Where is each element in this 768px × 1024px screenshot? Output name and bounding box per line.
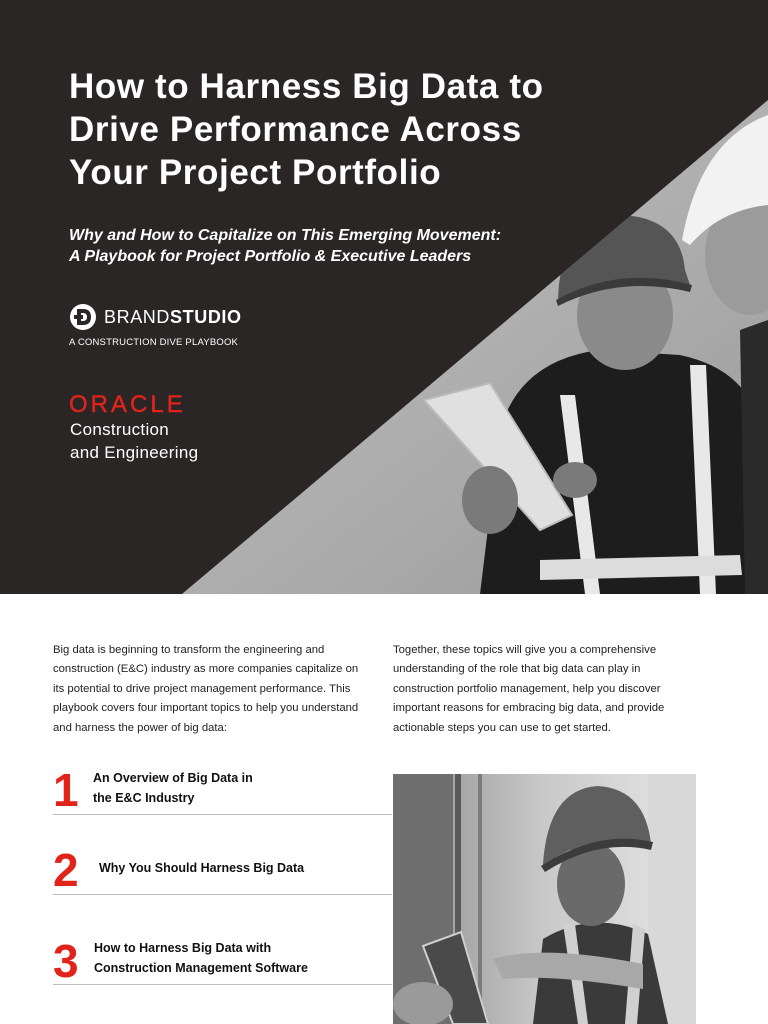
worker-photo (393, 774, 696, 1024)
worker-photo-illustration (393, 774, 696, 1024)
playbook-tag: A CONSTRUCTION DIVE PLAYBOOK (69, 337, 239, 348)
cover-title (69, 65, 669, 194)
brandstudio-wordmark: BRANDSTUDIO (104, 306, 242, 327)
topic-number: 3 (53, 935, 79, 987)
title-line: Your Project Portfolio (69, 153, 442, 192)
intro-line: construction (E&C) industry as more companies capitalize on (53, 663, 359, 676)
intro-line: and harness the power of big data: (53, 721, 227, 734)
oracle-logo: ORACLE (69, 391, 186, 418)
intro-line: construction portfolio management, help you discover (393, 682, 661, 695)
intro-line: Big data is beginning to transform the engineering and (53, 644, 325, 656)
oracle-division-line: Construction (70, 420, 170, 439)
topic-title-line: How to Harness Big Data with (94, 941, 272, 955)
topic-number: 2 (53, 844, 79, 896)
topic-number: 1 (53, 764, 79, 816)
intro-line: understanding of the role that big data can play in (393, 663, 641, 676)
title-line: How to Harness Big Data to (69, 67, 544, 106)
oracle-division (70, 418, 198, 464)
intro-line: actionable steps you can use to get started. (393, 721, 611, 734)
topic-item-1[interactable] (53, 764, 392, 815)
brandstudio-logo (69, 302, 242, 332)
topic-title-line: An Overview of Big Data in (93, 771, 253, 785)
oracle-division-line: and Engineering (70, 443, 199, 462)
intro-line: Together, these topics will give you a comprehensive (393, 644, 657, 656)
intro-paragraph-left (53, 641, 383, 738)
brandstudio-d-icon (69, 303, 97, 331)
topic-item-3[interactable] (53, 934, 392, 985)
topic-title (93, 768, 253, 808)
topic-title (94, 938, 308, 978)
subtitle-line: Why and How to Capitalize on This Emerging Movement: (69, 227, 502, 244)
topic-item-2[interactable] (53, 844, 392, 895)
intro-line: its potential to drive project management performance. This (53, 682, 351, 695)
topic-title-line: Construction Management Software (94, 961, 308, 975)
topic-title-line: the E&C Industry (93, 791, 195, 805)
cover-subtitle (69, 225, 589, 267)
intro-paragraph-right (393, 641, 723, 738)
title-line: Drive Performance Across (69, 110, 522, 149)
intro-line: playbook covers four important topics to help you understand (53, 702, 359, 715)
intro-line: important reasons for embracing big data, and provide (393, 702, 665, 715)
subtitle-line: A Playbook for Project Portfolio & Executive Leaders (69, 248, 472, 265)
topic-title-line: Why You Should Harness Big Data (99, 861, 305, 875)
topic-title (99, 858, 304, 878)
